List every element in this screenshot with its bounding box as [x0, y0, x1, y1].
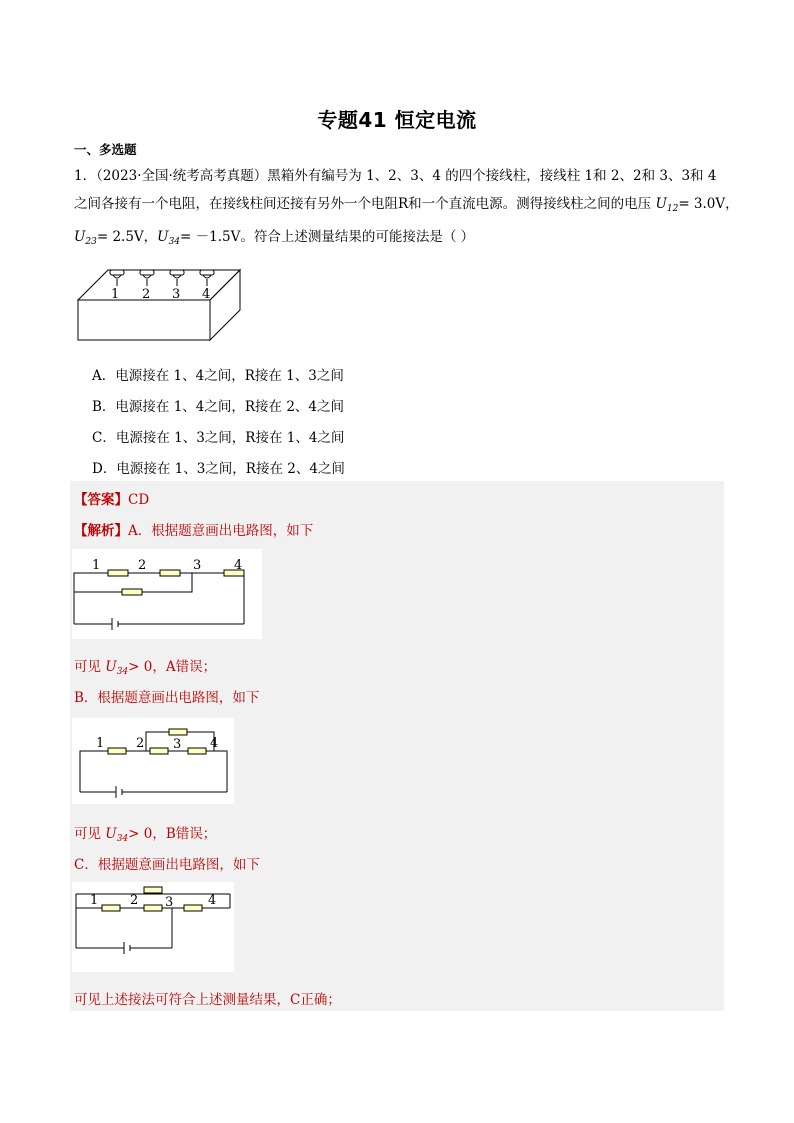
circuit-c-label-1: 1 — [90, 893, 99, 908]
a-conc-post: > 0，A错误； — [128, 659, 217, 675]
section-heading: 一、多选题 — [74, 142, 137, 157]
var-u34: U — [157, 229, 169, 245]
page-title: 专题41 恒定电流 — [317, 108, 477, 132]
answer-label: 【答案】 — [74, 492, 128, 508]
circuit-a-label-1: 1 — [92, 558, 101, 573]
circuit-c-label-4: 4 — [208, 893, 217, 908]
analysis-a-intro: A．根据题意画出电路图，如下 — [128, 523, 314, 539]
box-label-3: 3 — [172, 287, 181, 302]
terminal-3 — [170, 270, 184, 286]
b-conc-pre: 可见 — [74, 826, 101, 842]
question-line-1: 1．（2023·全国·统考高考真题）黑箱外有编号为 1、2、3、4 的四个接线柱，接线柱 1和 2、2和 3、3和 4 — [74, 168, 717, 184]
terminal-2 — [140, 270, 154, 286]
var-u23: U — [74, 229, 86, 245]
circuit-b-label-1: 1 — [96, 736, 105, 751]
analysis-b-intro: B．根据题意画出电路图，如下 — [74, 690, 260, 706]
sub-12: 12 — [666, 204, 679, 214]
circuit-b-label-2: 2 — [136, 736, 145, 751]
analysis-b-conclusion — [74, 822, 216, 844]
box-label-4: 4 — [202, 287, 211, 302]
analysis-a-intro-line — [74, 519, 313, 539]
terminal-1 — [110, 270, 124, 286]
circuit-a-label-2: 2 — [138, 558, 147, 573]
val-u23: = 2.5V， — [96, 229, 158, 245]
circuit-a-label-3: 3 — [193, 558, 202, 573]
circuit-diagram-b — [72, 718, 234, 804]
a-conc-pre: 可见 — [74, 659, 101, 675]
answer-value: CD — [128, 492, 150, 508]
circuit-diagram-a — [72, 549, 262, 639]
sub-23: 23 — [85, 237, 97, 247]
box-label-2: 2 — [142, 287, 151, 302]
circuit-a-label-4: 4 — [234, 558, 243, 573]
b-conc-var: U — [105, 826, 117, 842]
box-top-face — [78, 270, 240, 300]
question-stem — [74, 162, 739, 256]
terminal-4 — [200, 270, 214, 286]
sub-34: 34 — [168, 237, 181, 247]
b-conc-sub: 34 — [116, 834, 129, 844]
option-b[interactable]: B．电源接在 1、4之间，R接在 2、4之间 — [92, 399, 345, 415]
box-label-1: 1 — [111, 287, 120, 302]
var-u12: U — [655, 196, 667, 212]
option-a[interactable]: A．电源接在 1、4之间，R接在 1、3之间 — [92, 368, 344, 384]
circuit-diagram-c — [72, 882, 234, 972]
question-line-2-text: 之间各接有一个电阻，在接线柱间还接有另外一个电阻R和一个直流电源。测得接线柱之间的电压 — [74, 196, 652, 212]
question-line-2 — [74, 190, 739, 223]
answer-line — [74, 488, 149, 508]
black-box-figure — [72, 264, 244, 344]
b-conc-post: > 0，B错误； — [128, 826, 217, 842]
circuit-b-label-3: 3 — [173, 737, 182, 752]
box-front-face — [78, 300, 210, 340]
option-c[interactable]: C．电源接在 1、3之间，R接在 1、4之间 — [92, 430, 345, 446]
a-conc-var: U — [105, 659, 117, 675]
analysis-a-conclusion — [74, 655, 216, 677]
question-line-3 — [74, 223, 724, 256]
circuit-c-label-2: 2 — [130, 893, 139, 908]
analysis-c-intro: C．根据题意画出电路图，如下 — [74, 857, 260, 873]
circuit-c-label-3: 3 — [165, 895, 174, 910]
box-side-face — [210, 270, 240, 340]
analysis-c-conclusion: 可见上述接法可符合上述测量结果，C正确； — [74, 992, 341, 1008]
circuit-b-label-4: 4 — [210, 736, 219, 751]
a-conc-sub: 34 — [116, 667, 129, 677]
val-u12: = 3.0V， — [678, 196, 739, 212]
analysis-label: 【解析】 — [74, 523, 128, 539]
val-u34: = －1.5V。符合上述测量结果的可能接法是（ ） — [180, 229, 475, 245]
option-d[interactable]: D．电源接在 1、3之间，R接在 2、4之间 — [92, 461, 345, 477]
